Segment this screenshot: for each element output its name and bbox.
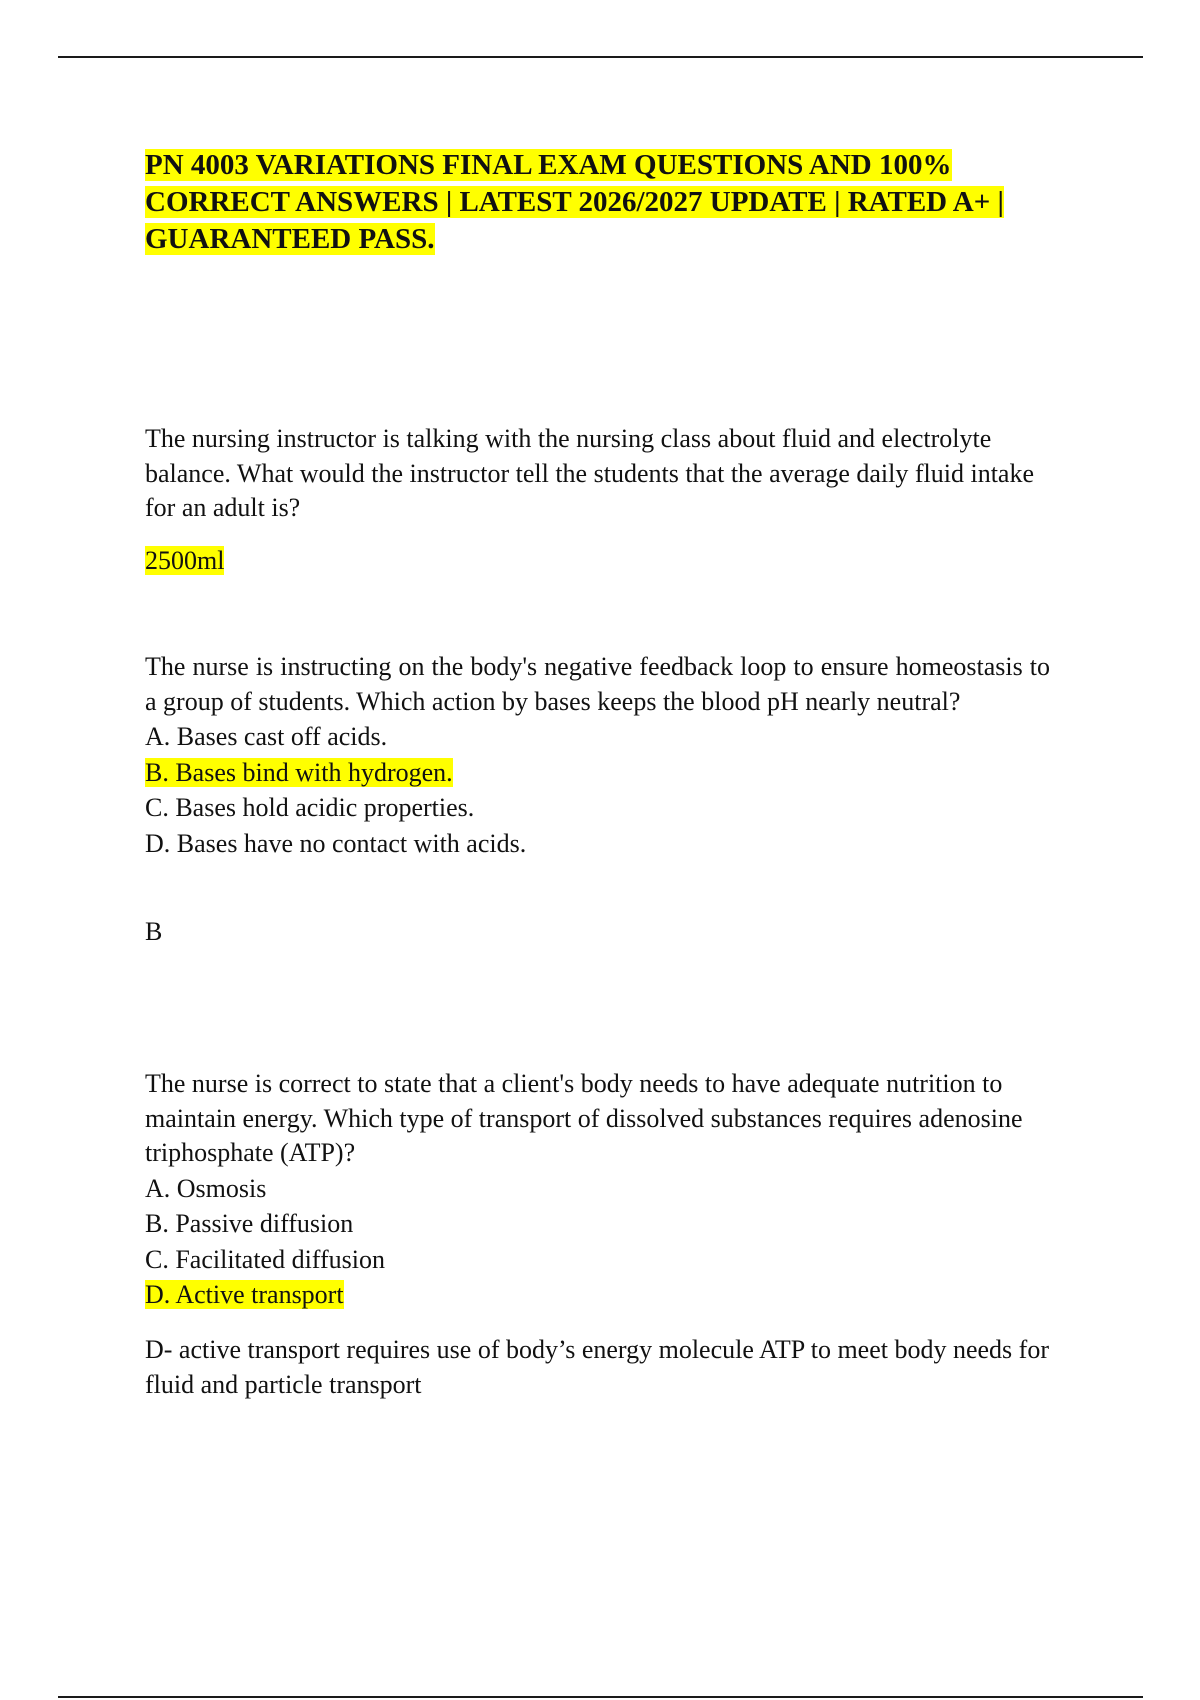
option-b-correct [145, 755, 1050, 791]
question-1-text: The nursing instructor is talking with the nursing class about fluid and electrolyte balance. What would the instructor tell the students that the average daily fluid intake for an adult is? [145, 424, 1035, 522]
question-2-answer-key: B [145, 917, 163, 946]
document-title [145, 147, 1050, 258]
option-b: B. Passive diffusion [145, 1209, 354, 1238]
option-a: A. Osmosis [145, 1173, 267, 1203]
question-1-answer [145, 544, 224, 578]
answer-highlight: 2500ml [145, 546, 225, 575]
question-3-rationale: D- active transport requires use of body’s energy molecule ATP to meet body needs for fluid and particle transport [145, 1335, 1049, 1399]
correct-option-highlight: B. Bases bind with hydrogen. [145, 757, 453, 787]
option-c: C. Bases hold acidic properties. [145, 793, 475, 822]
title-highlight: PN 4003 VARIATIONS FINAL EXAM QUESTIONS AND 100% CORRECT ANSWERS | LATEST 2026/2027 UPDATE | RATED A+ | GUARANTEED PASS. [145, 149, 1004, 255]
option-d-correct [145, 1277, 1050, 1313]
question-2-options [145, 719, 1050, 861]
correct-option-highlight: D. Active transport [145, 1280, 344, 1309]
question-2 [145, 650, 1050, 861]
question-3-text: The nurse is correct to state that a client's body needs to have adequate nutrition to maintain energy. Which type of transport of dissolved substances requires adenosine triphosphate (ATP)? [145, 1069, 1023, 1167]
option-c: C. Facilitated diffusion [145, 1244, 385, 1274]
option-d: D. Bases have no contact with acids. [145, 828, 527, 858]
question-3 [145, 1067, 1050, 1313]
option-a: A. Bases cast off acids. [145, 722, 388, 751]
bottom-rule [58, 1696, 1143, 1698]
question-1 [145, 422, 1050, 526]
question-3-options [145, 1171, 1050, 1313]
top-rule [58, 56, 1143, 58]
question-2-text: The nurse is instructing on the body's negative feedback loop to ensure homeostasis to a group of students. Which action by bases keeps the blood pH nearly neutral? [145, 652, 1050, 716]
